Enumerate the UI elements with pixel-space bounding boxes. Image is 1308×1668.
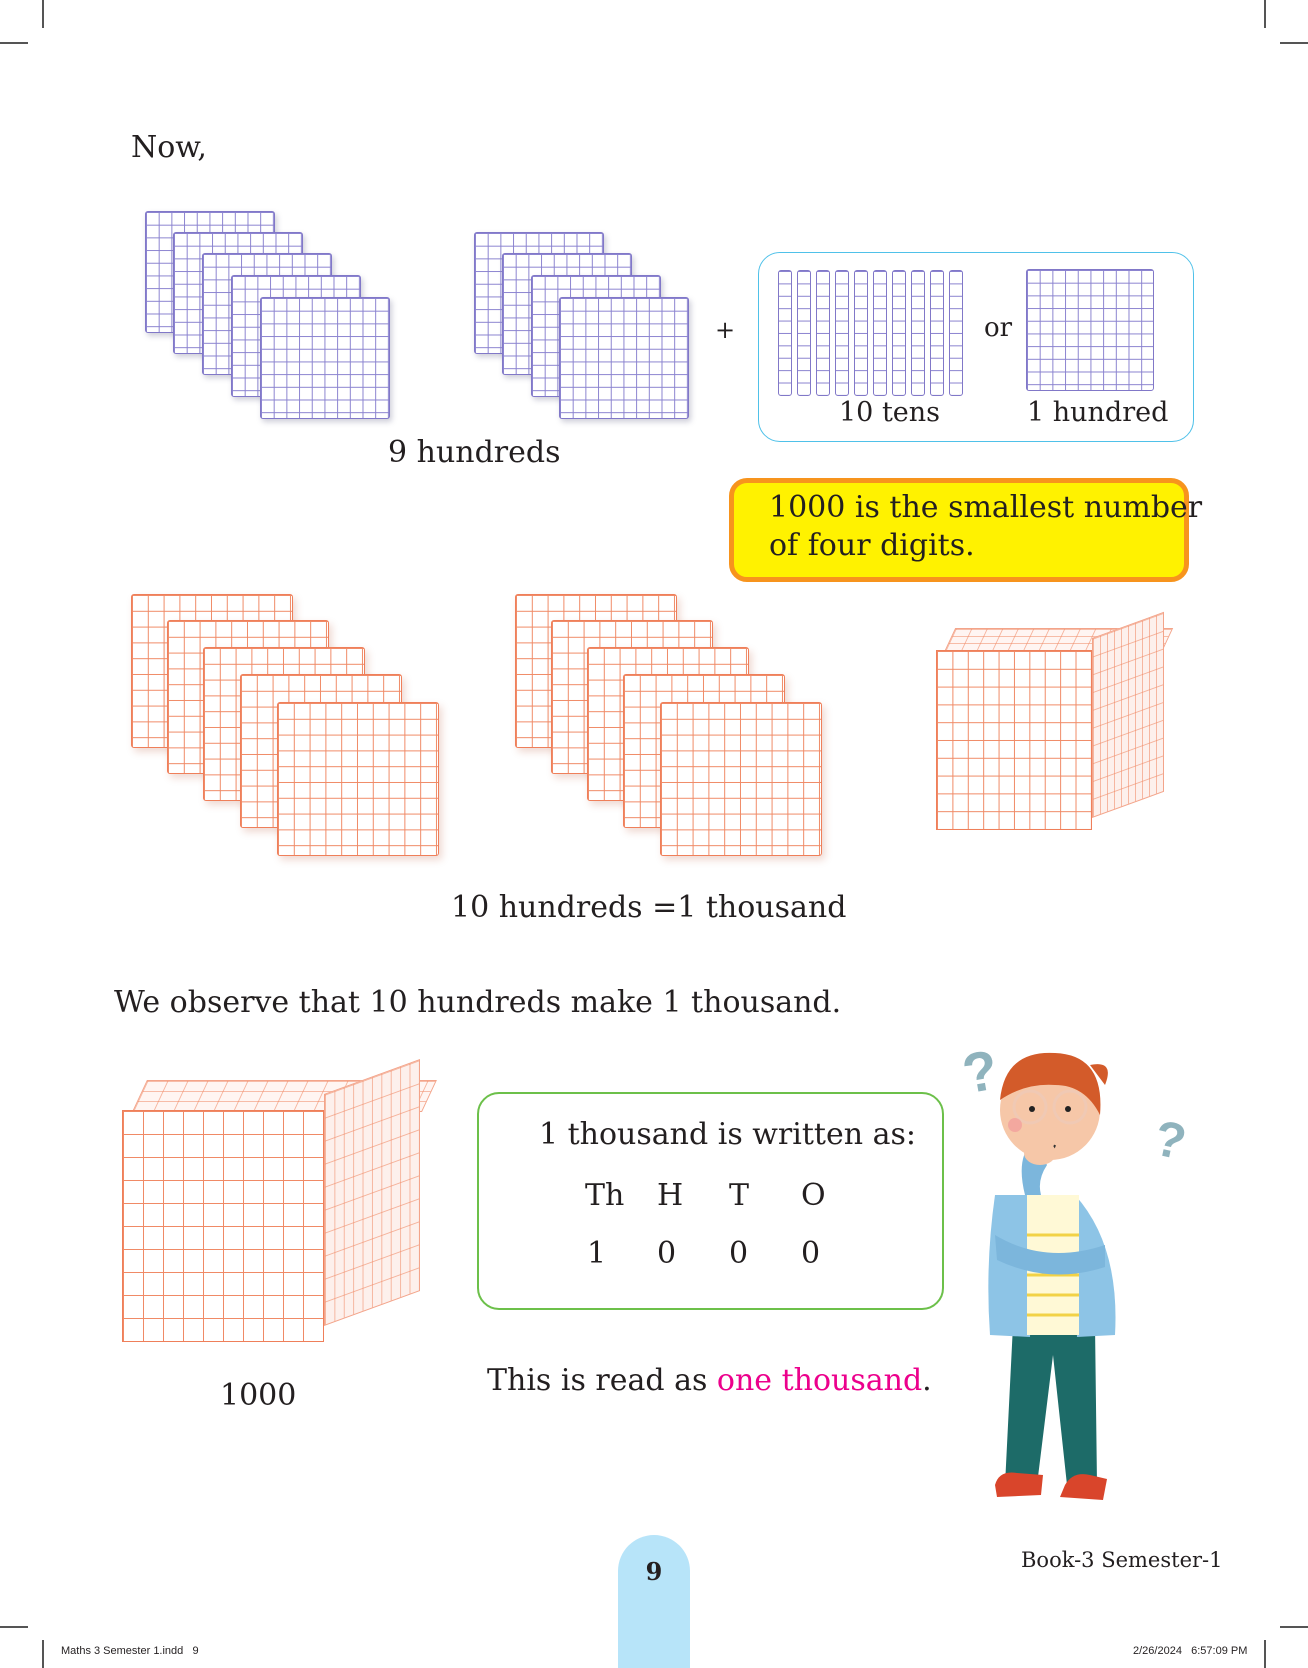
hundred-label: 1 hundred (1027, 397, 1169, 428)
reading-highlight: one thousand (716, 1363, 923, 1398)
tens-rod (816, 270, 830, 396)
tens-rod (835, 270, 849, 396)
tens-rod (911, 270, 925, 396)
header-hundreds: H (657, 1178, 684, 1213)
crop-mark (42, 0, 44, 28)
callout-line-2: of four digits. (769, 528, 975, 563)
thousand-cube-large (122, 1080, 422, 1362)
question-mark-icon: ? (1149, 1109, 1192, 1171)
hundred-flat (559, 297, 689, 419)
crop-mark (1280, 1626, 1308, 1628)
cube-front-face (936, 650, 1092, 830)
tens-rod (797, 270, 811, 396)
observation-text: We observe that 10 hundreds make 1 thousand. (114, 985, 842, 1020)
callout-line-1: 1000 is the smallest number (769, 490, 1203, 525)
header-thousands: Th (585, 1178, 625, 1213)
one-hundred-flat (1026, 269, 1154, 391)
page-number: 9 (645, 1557, 663, 1586)
header-ones: O (801, 1178, 826, 1213)
reading-prefix: This is read as (487, 1363, 717, 1398)
crop-mark (1264, 0, 1266, 28)
reading-suffix: . (922, 1363, 932, 1398)
tens-rod (949, 270, 963, 396)
crop-mark (0, 42, 28, 44)
boy-figure-icon (955, 1045, 1155, 1515)
place-value-title: 1 thousand is written as: (539, 1117, 916, 1152)
crop-mark (1280, 42, 1308, 44)
header-tens: T (729, 1178, 750, 1213)
equation-text: 10 hundreds =1 thousand (451, 890, 847, 925)
timestamp: 2/26/2024 6:57:09 PM (1133, 1645, 1248, 1657)
hundreds-label: 9 hundreds (388, 435, 561, 470)
file-info: Maths 3 Semester 1.indd 9 (61, 1645, 199, 1657)
digit-tens: 0 (729, 1236, 749, 1271)
cube-side-face (324, 1059, 420, 1326)
hundred-flat (260, 297, 390, 419)
crop-mark (1264, 1640, 1266, 1668)
intro-text: Now, (131, 130, 207, 165)
tens-rod (778, 270, 792, 396)
cube-label: 1000 (220, 1378, 297, 1413)
digit-ones: 0 (801, 1236, 821, 1271)
tens-rod (892, 270, 906, 396)
cube-front-face (122, 1110, 324, 1342)
smallest-number-callout (729, 478, 1203, 582)
tens-rod (854, 270, 868, 396)
or-text: or (984, 313, 1013, 343)
cube-side-face (1092, 612, 1164, 818)
thinking-boy-illustration (955, 1037, 1192, 1515)
digit-thousands: 1 (587, 1236, 607, 1271)
book-label: Book-3 Semester-1 (1021, 1548, 1223, 1572)
hundred-flat (660, 702, 822, 856)
tens-label: 10 tens (839, 397, 941, 428)
tens-rod (873, 270, 887, 396)
thousand-cube-small (936, 628, 1172, 850)
digit-hundreds: 0 (657, 1236, 677, 1271)
reading-sentence (487, 1363, 932, 1399)
crop-mark (42, 1640, 44, 1668)
tens-rod (930, 270, 944, 396)
crop-mark (0, 1626, 28, 1628)
plus-sign: + (715, 316, 736, 344)
tens-or-hundred-box (758, 252, 1194, 442)
hundred-flat (277, 702, 439, 856)
page-number-tab (618, 1535, 690, 1668)
question-mark-icon: ? (957, 1037, 1003, 1106)
place-value-box (477, 1092, 944, 1310)
